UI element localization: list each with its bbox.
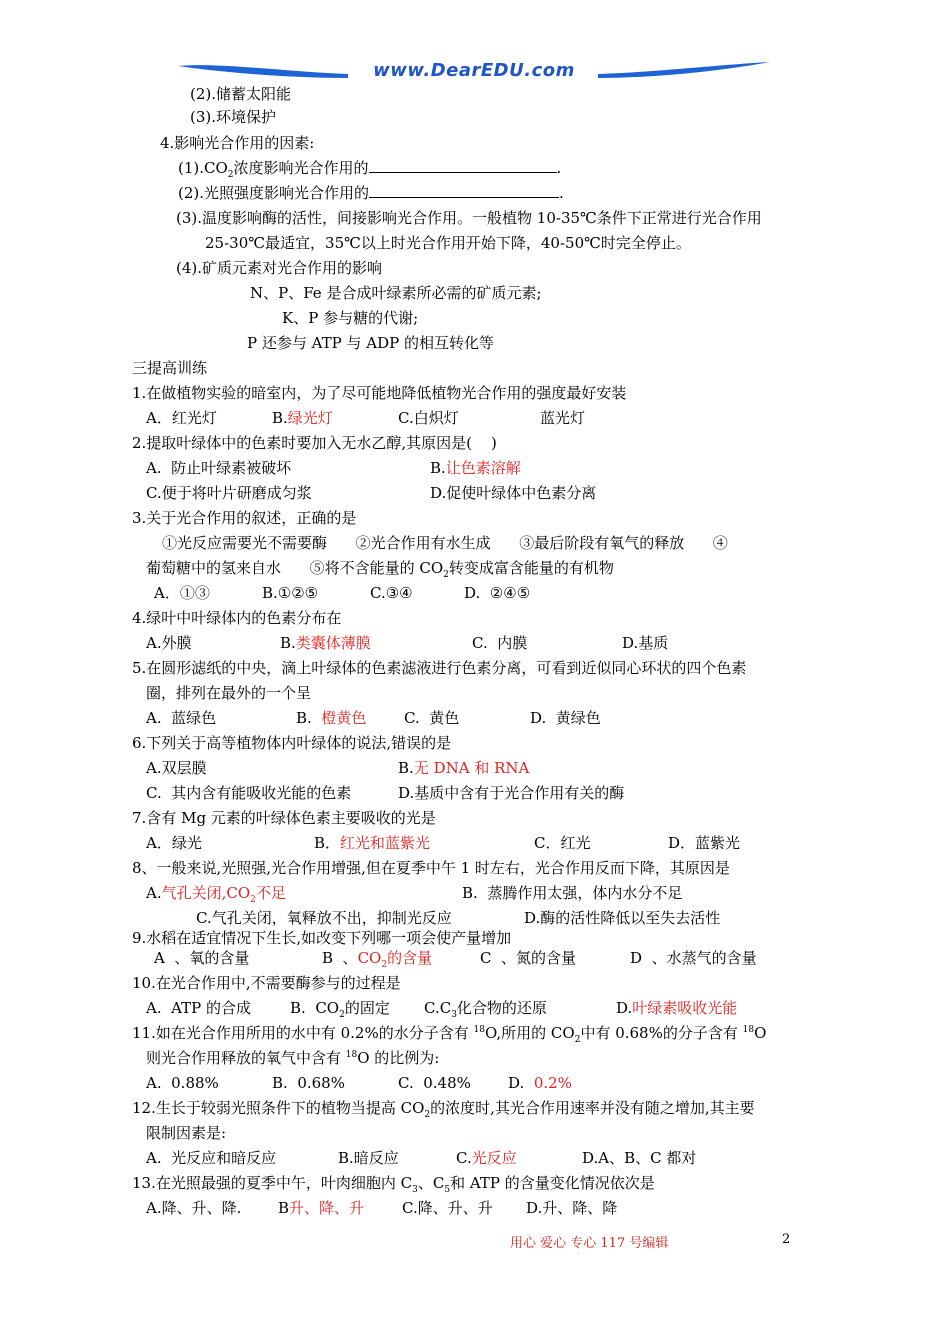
q12-option-a: A. 光反应和暗反应 [146, 1149, 277, 1167]
blank-line[interactable] [369, 183, 559, 198]
q7-option-b: B．红光和蓝紫光 [314, 834, 431, 852]
q3-statements-2: 葡萄糖中的氢来自水 ⑤将不含能量的 $CO_2$转变成富含能量的有机物 [146, 559, 614, 580]
q11-stem-2: 则光合作用释放的氧气中含有 $^{18}$O 的比例为: [146, 1049, 440, 1067]
factor-4b: K、P 参与糖的代谢; [282, 309, 419, 327]
q2-option-b: B.让色素溶解 [430, 459, 521, 477]
outline-heading-4: 4.影响光合作用的因素: [160, 134, 315, 152]
q6-option-b: B.无 DNA 和 RNA [398, 759, 530, 777]
q11-option-a: A. 0.88% [146, 1074, 219, 1092]
q10-option-a: A. ATP 的合成 [146, 999, 252, 1017]
q11-stem-1: 11.如在光合作用所用的水中有 0.2%的水分子含有 $^{18}$O,所用的 $CO_2$中有 0.68%的分子含有 $^{18}$O [132, 1024, 767, 1045]
q1-option-c: C.白炽灯 [398, 409, 459, 427]
q8-option-d: D.酶的活性降低以至失去活性 [524, 909, 721, 927]
q5-option-a: A. 蓝绿色 [146, 709, 217, 727]
blank-line[interactable] [369, 158, 557, 173]
q5-option-c: C. 黄色 [404, 709, 460, 727]
q5-stem-1: 5.在圆形滤纸的中央，滴上叶绿体的色素滤液进行色素分离，可看到近似同心环状的四个色素 [132, 659, 747, 677]
q10-option-c: $C.C_3$化合物的还原 [424, 999, 547, 1020]
q9-stem: 9.水稻在适宜情况下生长,如改变下列哪一项会使产量增加 [132, 929, 512, 947]
q6-option-a: A.双层膜 [146, 759, 207, 777]
q1-stem: 1.在做植物实验的暗室内，为了尽可能地降低植物光合作用的强度最好安装 [132, 384, 627, 402]
q9-option-d: D 、水蒸气的含量 [630, 949, 757, 967]
q11-option-c: C. 0.48% [398, 1074, 471, 1092]
factor-3-line1: (3).温度影响酶的活性，间接影响光合作用。一般植物 10-35℃条件下正常进行光合作用 [176, 209, 762, 227]
q4-option-c: C. 内膜 [472, 634, 528, 652]
q2-option-d: D.促使叶绿体中色素分离 [430, 484, 597, 502]
section-title: 三提高训练 [132, 359, 208, 377]
answer-highlight: 光反应 [471, 1149, 517, 1167]
q4-option-d: D.基质 [622, 634, 669, 652]
q3-stem: 3.关于光合作用的叙述，正确的是 [132, 509, 357, 527]
q13-option-d: D.升、降、降 [526, 1199, 618, 1217]
page-number: 2 [782, 1232, 791, 1247]
q13-option-b: B升、降、升 [278, 1199, 365, 1217]
q8-option-a: A.气孔关闭$,CO_2$不足 [146, 884, 286, 905]
q5-stem-2: 圈，排列在最外的一个呈 [146, 684, 312, 702]
factor-1: $(1).CO_2$浓度影响光合作用的 . [178, 159, 562, 180]
q2-stem: 2.提取叶绿体中的色素时要加入无水乙醇,其原因是( ) [132, 434, 497, 452]
answer-highlight: $CO_2$的含量 [357, 949, 433, 970]
footer-note: 用心 爱心 专心 117 号编辑 [510, 1236, 669, 1251]
factor-4c: P 还参与 ATP 与 ADP 的相互转化等 [247, 334, 494, 352]
q7-option-a: A．绿光 [146, 834, 202, 852]
q7-option-d: D．蓝紫光 [668, 834, 741, 852]
q11-option-d: D. 0.2% [508, 1074, 572, 1092]
answer-highlight: 气孔关闭$,CO_2$不足 [161, 884, 286, 905]
q9-option-a: A 、氧的含量 [154, 949, 250, 967]
q11-option-b: B. 0.68% [272, 1074, 345, 1092]
q4-stem: 4.绿叶中叶绿体内的色素分布在 [132, 609, 342, 627]
q3-option-d: D. ②④⑤ [464, 584, 531, 602]
q8-stem: 8、一般来说,光照强,光合作用增强,但在夏季中午 1 时左右，光合作用反而下降，其原因是 [132, 859, 730, 877]
q3-option-c: C.③④ [370, 584, 413, 602]
q3-option-b: B.①②⑤ [262, 584, 319, 602]
answer-highlight: 叶绿素吸收光能 [632, 999, 738, 1017]
q2-option-a: A. 防止叶绿素被破坏 [146, 459, 292, 477]
q12-stem-2: 限制因素是: [146, 1124, 227, 1142]
answer-highlight: 类囊体薄膜 [295, 634, 371, 652]
site-url[interactable]: www.DearEDU.com [373, 60, 575, 81]
q10-option-d: D.叶绿素吸收光能 [616, 999, 738, 1017]
answer-highlight: 橙黄色 [321, 709, 367, 727]
q2-option-c: C.便于将叶片研磨成匀浆 [146, 484, 312, 502]
q7-stem: 7.含有 Mg 元素的叶绿体色素主要吸收的光是 [132, 809, 436, 827]
q9-option-c: C 、氮的含量 [480, 949, 577, 967]
answer-highlight: 0.2% [533, 1074, 572, 1092]
factor-2: (2).光照强度影响光合作用的 . [178, 184, 564, 202]
factor-3-line2: 25-30℃最适宜，35℃以上时光合作用开始下降，40-50℃时完全停止。 [205, 234, 691, 252]
q12-option-c: C.光反应 [456, 1149, 517, 1167]
q1-option-a: A．红光灯 [146, 409, 217, 427]
answer-highlight: 无 DNA 和 RNA [413, 759, 530, 777]
q4-option-a: A.外膜 [146, 634, 192, 652]
q3-statements-1: ①光反应需要光不需要酶 ②光合作用有水生成 ③最后阶段有氧气的释放 ④ [162, 534, 728, 552]
q1-option-d: 蓝光灯 [540, 409, 586, 427]
q1-option-b: B.绿光灯 [272, 409, 333, 427]
outline-item-2: (2).储蓄太阳能 [190, 85, 292, 103]
answer-highlight: 红光和蓝紫光 [340, 834, 431, 852]
q6-stem: 6.下列关于高等植物体内叶绿体的说法,错误的是 [132, 734, 452, 752]
q7-option-c: C．红光 [534, 834, 591, 852]
q3-option-a: A．①③ [154, 584, 210, 602]
q5-option-b: B. 橙黄色 [296, 709, 367, 727]
factor-4: (4).矿质元素对光合作用的影响 [176, 259, 383, 277]
q10-stem: 10.在光合作用中,不需要酶参与的过程是 [132, 974, 401, 992]
q6-option-c: C. 其内含有能吸收光能的色素 [146, 784, 352, 802]
site-banner [178, 58, 770, 86]
answer-highlight: 升、降、升 [289, 1199, 365, 1217]
q12-stem-1: 12.生长于较弱光照条件下的植物当提高 $CO_2$的浓度时,其光合作用速率并没有随之增加,其主要 [132, 1099, 755, 1120]
q13-option-a: A.降、升、降. [146, 1199, 242, 1217]
q12-option-b: B.暗反应 [338, 1149, 399, 1167]
q13-option-c: C.降、升、升 [402, 1199, 493, 1217]
q8-option-c: C.气孔关闭，氧释放不出，抑制光反应 [196, 909, 452, 927]
q4-option-b: B.类囊体薄膜 [280, 634, 371, 652]
q13-stem: 13.在光照最强的夏季中午，叶肉细胞内 $C_3$、$C_5$和 ATP 的含量变化情况依次是 [132, 1174, 655, 1195]
q5-option-d: D. 黄绿色 [530, 709, 601, 727]
answer-highlight: 让色素溶解 [445, 459, 521, 477]
q10-option-b: B. $CO_2$的固定 [290, 999, 390, 1020]
q9-option-b: B 、$CO_2$的含量 [322, 949, 433, 970]
factor-4a: N、P、Fe 是合成叶绿素所必需的矿质元素; [250, 284, 542, 302]
q12-option-d: D.A、B、C 都对 [582, 1149, 697, 1167]
q8-option-b: B. 蒸腾作用太强，体内水分不足 [462, 884, 683, 902]
outline-item-3: (3).环境保护 [190, 108, 277, 126]
q6-option-d: D.基质中含有于光合作用有关的酶 [398, 784, 625, 802]
answer-highlight: 绿光灯 [287, 409, 333, 427]
